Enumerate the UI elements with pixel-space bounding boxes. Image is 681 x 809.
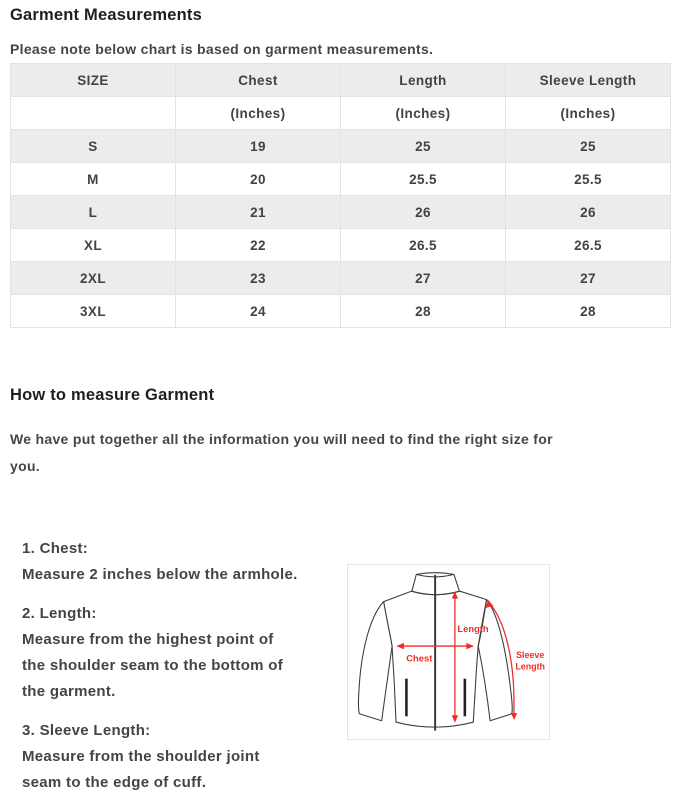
jacket-left-sleeve: [358, 602, 392, 721]
sleeve-cell: 27: [506, 262, 671, 295]
length-cell: 26: [341, 196, 506, 229]
length-cell: 26.5: [341, 229, 506, 262]
how-to-intro: [10, 426, 671, 480]
chest-cell: 19: [176, 130, 341, 163]
units-cell: (Inches): [506, 97, 671, 130]
chest-cell: 24: [176, 295, 341, 328]
sleeve-cell: 26.5: [506, 229, 671, 262]
sleeve-cell: 26: [506, 196, 671, 229]
chest-cell: 23: [176, 262, 341, 295]
step-text-line: the garment.: [22, 683, 116, 700]
sleeve-length-label-line1: Sleeve: [516, 649, 545, 660]
chest-label: Chest: [406, 652, 433, 664]
size-chart-table: [10, 63, 671, 328]
column-header-size: SIZE: [11, 64, 176, 97]
table-row: [11, 229, 671, 262]
units-cell: [11, 97, 176, 130]
size-cell: L: [11, 196, 176, 229]
chest-cell: 20: [176, 163, 341, 196]
chest-cell: 22: [176, 229, 341, 262]
size-cell: XL: [11, 229, 176, 262]
length-label: Length: [457, 623, 489, 635]
step-text-line: the shoulder seam to the bottom of: [22, 657, 284, 674]
size-cell: 2XL: [11, 262, 176, 295]
sleeve-cell: 25.5: [506, 163, 671, 196]
units-row: [11, 97, 671, 130]
column-header-sleeve-length: Sleeve Length: [506, 64, 671, 97]
size-chart-header-row: [11, 64, 671, 97]
garment-diagram: [348, 565, 549, 739]
table-row: [11, 196, 671, 229]
garment-diagram-box: [347, 564, 550, 740]
length-cell: 27: [341, 262, 506, 295]
size-cell: S: [11, 130, 176, 163]
sleeve-length-label-line2: Length: [515, 661, 546, 672]
step-text-line: Measure 2 inches below the armhole.: [22, 566, 298, 583]
step-chest: [22, 536, 334, 588]
units-cell: (Inches): [341, 97, 506, 130]
intro-line: you.: [10, 458, 40, 474]
step-label: 3. Sleeve Length:: [22, 722, 151, 739]
column-header-chest: Chest: [176, 64, 341, 97]
page-title: Garment Measurements: [10, 6, 202, 24]
table-row: [11, 262, 671, 295]
chart-note: Please note below chart is based on garment measurements.: [10, 41, 434, 57]
intro-line: We have put together all the information you will need to find the right size for: [10, 431, 553, 447]
chest-cell: 21: [176, 196, 341, 229]
column-header-length: Length: [341, 64, 506, 97]
table-row: [11, 163, 671, 196]
table-row: [11, 295, 671, 328]
measure-section: [10, 480, 671, 809]
length-cell: 25.5: [341, 163, 506, 196]
length-cell: 28: [341, 295, 506, 328]
units-cell: (Inches): [176, 97, 341, 130]
length-cell: 25: [341, 130, 506, 163]
jacket-right-sleeve: [478, 600, 512, 721]
step-text-line: Measure from the highest point of: [22, 631, 274, 648]
step-text-line: Measure from the shoulder joint: [22, 748, 260, 765]
step-label: 2. Length:: [22, 605, 97, 622]
arrowhead: [511, 713, 517, 720]
step-length: [22, 601, 334, 705]
measure-steps: [10, 480, 334, 809]
step-sleeve-length: [22, 718, 334, 796]
how-to-measure-heading: How to measure Garment: [10, 386, 215, 404]
step-text-line: seam to the edge of cuff.: [22, 774, 207, 791]
size-cell: 3XL: [11, 295, 176, 328]
sleeve-cell: 28: [506, 295, 671, 328]
table-row: [11, 130, 671, 163]
step-label: 1. Chest:: [22, 540, 89, 557]
sleeve-cell: 25: [506, 130, 671, 163]
size-cell: M: [11, 163, 176, 196]
